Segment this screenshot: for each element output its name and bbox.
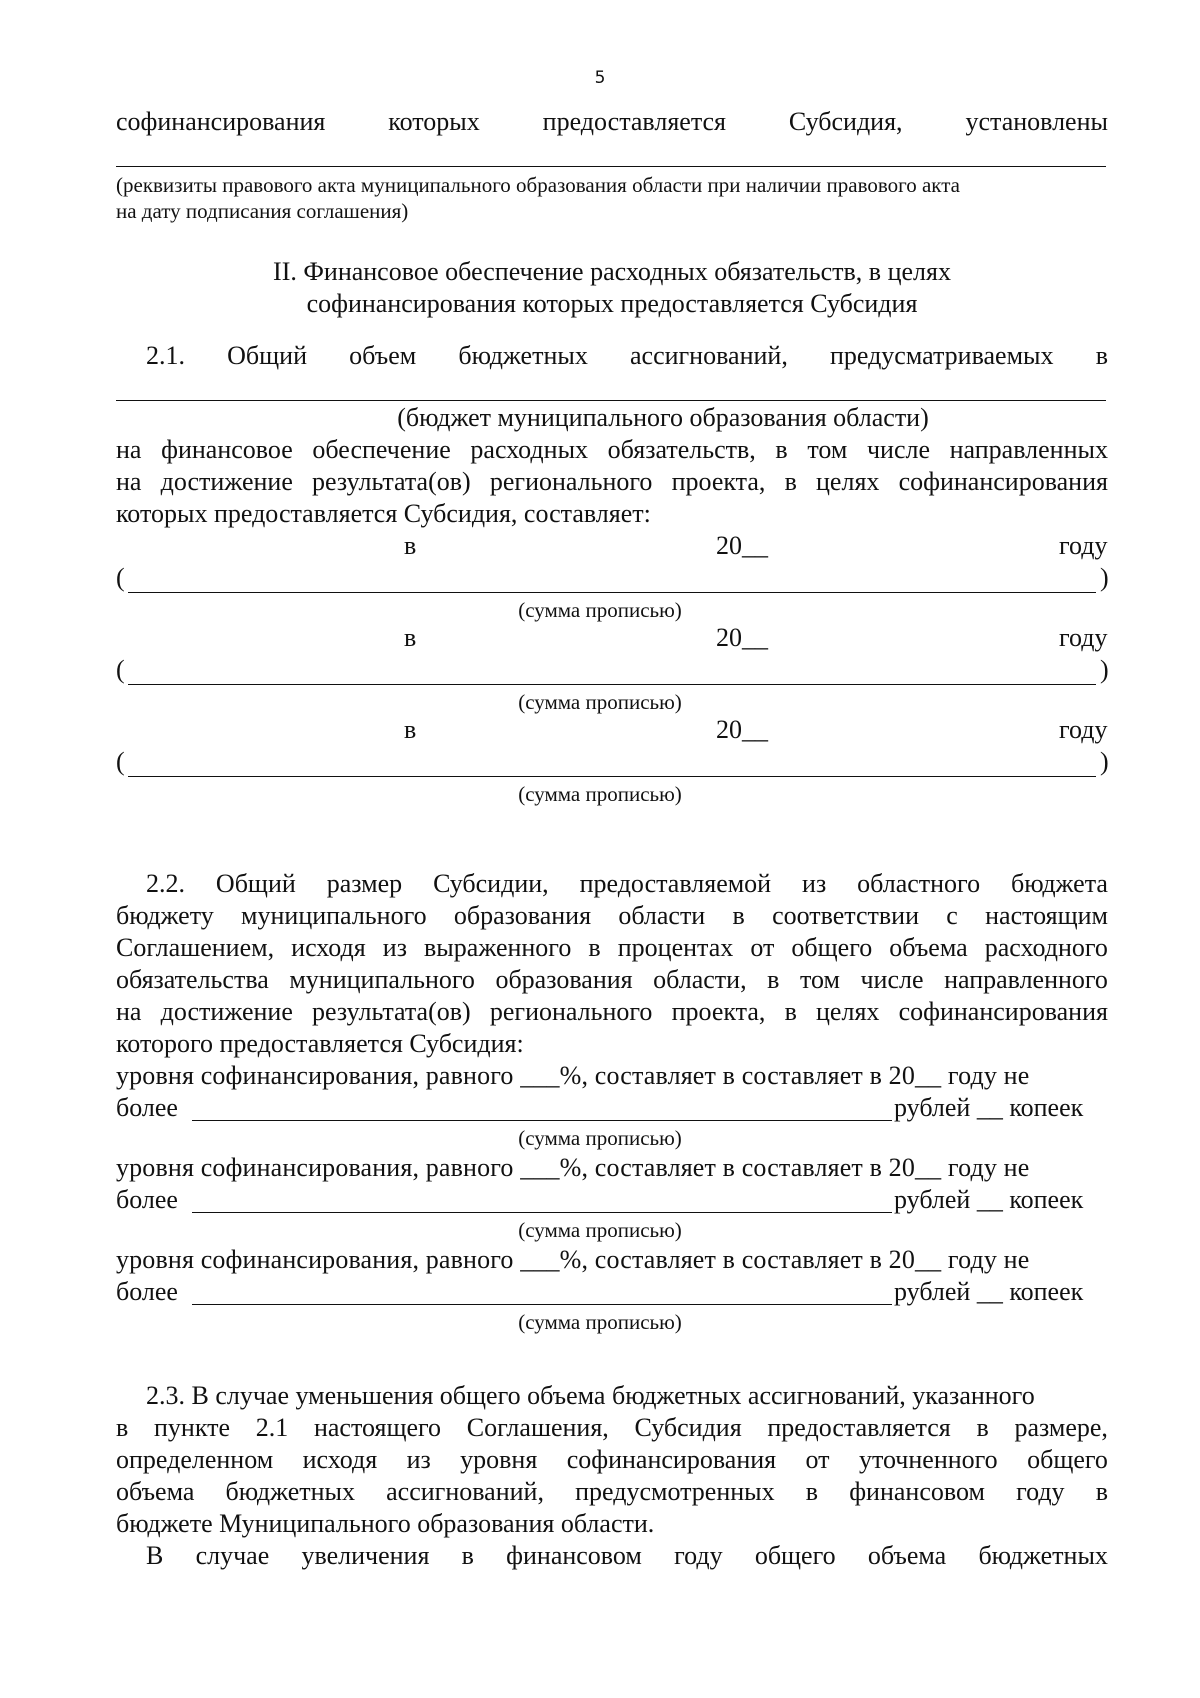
- word: софинансирования: [566, 1445, 777, 1474]
- year-v: в: [404, 715, 417, 744]
- word: 2.2.: [146, 869, 185, 898]
- word: из: [802, 869, 827, 898]
- word: направленного: [944, 965, 1108, 994]
- word: 2.1.: [146, 341, 185, 370]
- year-v: в: [404, 531, 417, 560]
- word: бюджетных: [978, 1541, 1108, 1570]
- level-line: уровня софинансирования, равного ___%, составляет в составляет в 20__ году не: [116, 1061, 1030, 1090]
- word: муниципального: [289, 965, 475, 994]
- word: том: [799, 965, 840, 994]
- p23-line4: [116, 1476, 1108, 1508]
- word: предусмотренных: [575, 1477, 775, 1506]
- word: объема: [867, 1541, 947, 1570]
- word: году: [1016, 1477, 1065, 1506]
- word: с: [946, 901, 958, 930]
- word: целях: [816, 997, 880, 1026]
- word: бюджетных: [225, 1477, 355, 1506]
- intro-note-line1: (реквизиты правового акта муниципального образования области при наличии правового акта: [116, 173, 960, 197]
- p22-line3: [116, 932, 1108, 964]
- word: 2.1: [255, 1413, 289, 1442]
- word: числе: [866, 435, 930, 464]
- word: Субсидии,: [433, 869, 549, 898]
- amount-caption: (сумма прописью): [518, 690, 682, 714]
- word: случае: [195, 1541, 270, 1570]
- word: муниципального: [241, 901, 427, 930]
- word: в: [767, 965, 780, 994]
- budget-caption: (бюджет муниципального образования области): [397, 403, 929, 432]
- word: настоящего: [313, 1413, 442, 1442]
- word: проекта,: [671, 997, 766, 1026]
- word: ассигнований,: [629, 341, 788, 370]
- word: размер: [326, 869, 403, 898]
- amount-blank: [128, 684, 1096, 685]
- word: на: [116, 997, 142, 1026]
- p23-line1: 2.3. В случае уменьшения общего объема бюджетных ассигнований, указанного: [146, 1381, 1035, 1410]
- word: установлены: [965, 107, 1108, 136]
- word: в: [976, 1413, 989, 1442]
- amount-blank: [192, 1304, 892, 1305]
- word: том: [807, 435, 848, 464]
- word: увеличения: [301, 1541, 430, 1570]
- blank-line: [116, 166, 1106, 167]
- p22-line4: [116, 964, 1108, 996]
- word: областного: [857, 869, 981, 898]
- word: области,: [653, 965, 747, 994]
- word: предоставляется: [767, 1413, 951, 1442]
- section-title-line2: софинансирования которых предоставляется Субсидия: [306, 289, 918, 318]
- word: числе: [860, 965, 924, 994]
- word: результата(ов): [312, 467, 471, 496]
- p22-line2: [116, 900, 1108, 932]
- intro-note-line2: на дату подписания соглашения): [116, 199, 409, 223]
- word: из: [382, 933, 407, 962]
- amount-caption: (сумма прописью): [518, 1310, 682, 1334]
- blank-line: [116, 400, 1106, 401]
- amount-caption: (сумма прописью): [518, 598, 682, 622]
- p23-line6: [146, 1540, 1108, 1572]
- word: в: [784, 997, 797, 1026]
- p22-line5: [116, 996, 1108, 1028]
- word: достижение: [160, 997, 293, 1026]
- intro-line: [116, 106, 1108, 138]
- p21-line3: [116, 434, 1108, 466]
- word: бюджетных: [458, 341, 588, 370]
- word: образования: [453, 901, 592, 930]
- level-rub: рублей __ копеек: [894, 1093, 1084, 1122]
- amount-caption: (сумма прописью): [518, 782, 682, 806]
- paren-open: (: [116, 747, 125, 776]
- word: области: [618, 901, 706, 930]
- word: от: [805, 1445, 830, 1474]
- word: ассигнований,: [386, 1477, 544, 1506]
- word: в: [775, 435, 788, 464]
- word: общего: [754, 1541, 836, 1570]
- word: в: [1095, 341, 1108, 370]
- word: Общий: [215, 869, 296, 898]
- year-field: 20__: [716, 715, 768, 744]
- section-title-line1: II. Финансовое обеспечение расходных обязательств, в целях: [273, 257, 951, 286]
- amount-blank: [192, 1120, 892, 1121]
- word: исходя: [291, 933, 366, 962]
- page-number: 5: [594, 68, 606, 88]
- word: в: [461, 1541, 474, 1570]
- word: регионального: [489, 997, 653, 1026]
- word: В: [146, 1541, 164, 1570]
- p21-line5: которых предоставляется Субсидия, составляет:: [116, 499, 651, 528]
- word: в: [805, 1477, 819, 1506]
- paren-open: (: [116, 563, 125, 592]
- word: году: [674, 1541, 723, 1570]
- word: регионального: [489, 467, 653, 496]
- word: настоящим: [985, 901, 1108, 930]
- level-more: более: [116, 1277, 178, 1306]
- year-v: в: [404, 623, 417, 652]
- p22-line6: которого предоставляется Субсидия:: [116, 1029, 524, 1058]
- word: предоставляемой: [579, 869, 772, 898]
- word: расходного: [984, 933, 1108, 962]
- word: которых: [388, 107, 480, 136]
- word: предоставляется: [542, 107, 727, 136]
- p22-line1: [146, 868, 1108, 900]
- level-line: уровня софинансирования, равного ___%, составляет в составляет в 20__ году не: [116, 1153, 1030, 1182]
- year-field: 20__: [716, 623, 768, 652]
- paren-close: ): [1100, 563, 1109, 592]
- word: Субсидия: [634, 1413, 742, 1442]
- word: пункте: [154, 1413, 231, 1442]
- amount-caption: (сумма прописью): [518, 1218, 682, 1242]
- word: обеспечение: [312, 435, 451, 464]
- word: на: [116, 467, 142, 496]
- word: Соглашения,: [466, 1413, 609, 1442]
- word: в: [732, 901, 745, 930]
- level-rub: рублей __ копеек: [894, 1185, 1084, 1214]
- word: в: [1095, 1477, 1108, 1506]
- level-more: более: [116, 1093, 178, 1122]
- amount-caption: (сумма прописью): [518, 1126, 682, 1150]
- paren-close: ): [1100, 655, 1109, 684]
- word: соответствии: [772, 901, 919, 930]
- word: результата(ов): [312, 997, 471, 1026]
- word: исходя: [302, 1445, 378, 1474]
- p23-line5: бюджете Муниципального образования области.: [116, 1509, 655, 1538]
- p23-line2: [116, 1412, 1108, 1444]
- word: в: [588, 933, 601, 962]
- amount-blank: [128, 776, 1096, 777]
- amount-blank: [192, 1212, 892, 1213]
- word: процентах: [617, 933, 734, 962]
- word: Субсидия,: [788, 107, 903, 136]
- p23-line3: [116, 1444, 1108, 1476]
- paren-open: (: [116, 655, 125, 684]
- word: уточненного: [858, 1445, 998, 1474]
- word: софинансирования: [898, 997, 1108, 1026]
- word: направленных: [949, 435, 1108, 464]
- word: предусматриваемых: [829, 341, 1054, 370]
- word: в: [784, 467, 797, 496]
- word: проекта,: [671, 467, 766, 496]
- word: финансовом: [506, 1541, 642, 1570]
- year-field: 20__: [716, 531, 768, 560]
- paren-close: ): [1100, 747, 1109, 776]
- p21-line1: [146, 340, 1108, 372]
- word: определенном: [116, 1445, 274, 1474]
- word: уровня: [460, 1445, 538, 1474]
- word: бюджета: [1011, 869, 1108, 898]
- level-more: более: [116, 1185, 178, 1214]
- word: финансовое: [161, 435, 293, 464]
- year-godu: году: [1059, 531, 1108, 560]
- word: объема: [889, 933, 968, 962]
- word: Соглашением,: [116, 933, 275, 962]
- word: расходных: [470, 435, 589, 464]
- word: достижение: [160, 467, 293, 496]
- word: образования: [495, 965, 633, 994]
- word: в: [116, 1413, 129, 1442]
- word: софинансирования: [116, 107, 326, 136]
- word: выраженного: [424, 933, 572, 962]
- word: общего: [1027, 1445, 1108, 1474]
- word: обязательств,: [607, 435, 756, 464]
- word: обязательства: [116, 965, 269, 994]
- word: от: [750, 933, 775, 962]
- word: финансовом: [849, 1477, 985, 1506]
- level-line: уровня софинансирования, равного ___%, составляет в составляет в 20__ году не: [116, 1245, 1030, 1274]
- year-godu: году: [1059, 715, 1108, 744]
- word: целях: [816, 467, 880, 496]
- word: общего: [791, 933, 873, 962]
- p21-line4: [116, 466, 1108, 498]
- word: размере,: [1014, 1413, 1108, 1442]
- level-rub: рублей __ копеек: [894, 1277, 1084, 1306]
- year-godu: году: [1059, 623, 1108, 652]
- word: из: [406, 1445, 431, 1474]
- word: объема: [116, 1477, 195, 1506]
- word: на: [116, 435, 142, 464]
- amount-blank: [128, 592, 1096, 593]
- word: Общий: [227, 341, 308, 370]
- word: софинансирования: [898, 467, 1108, 496]
- word: объем: [349, 341, 417, 370]
- word: бюджету: [116, 901, 214, 930]
